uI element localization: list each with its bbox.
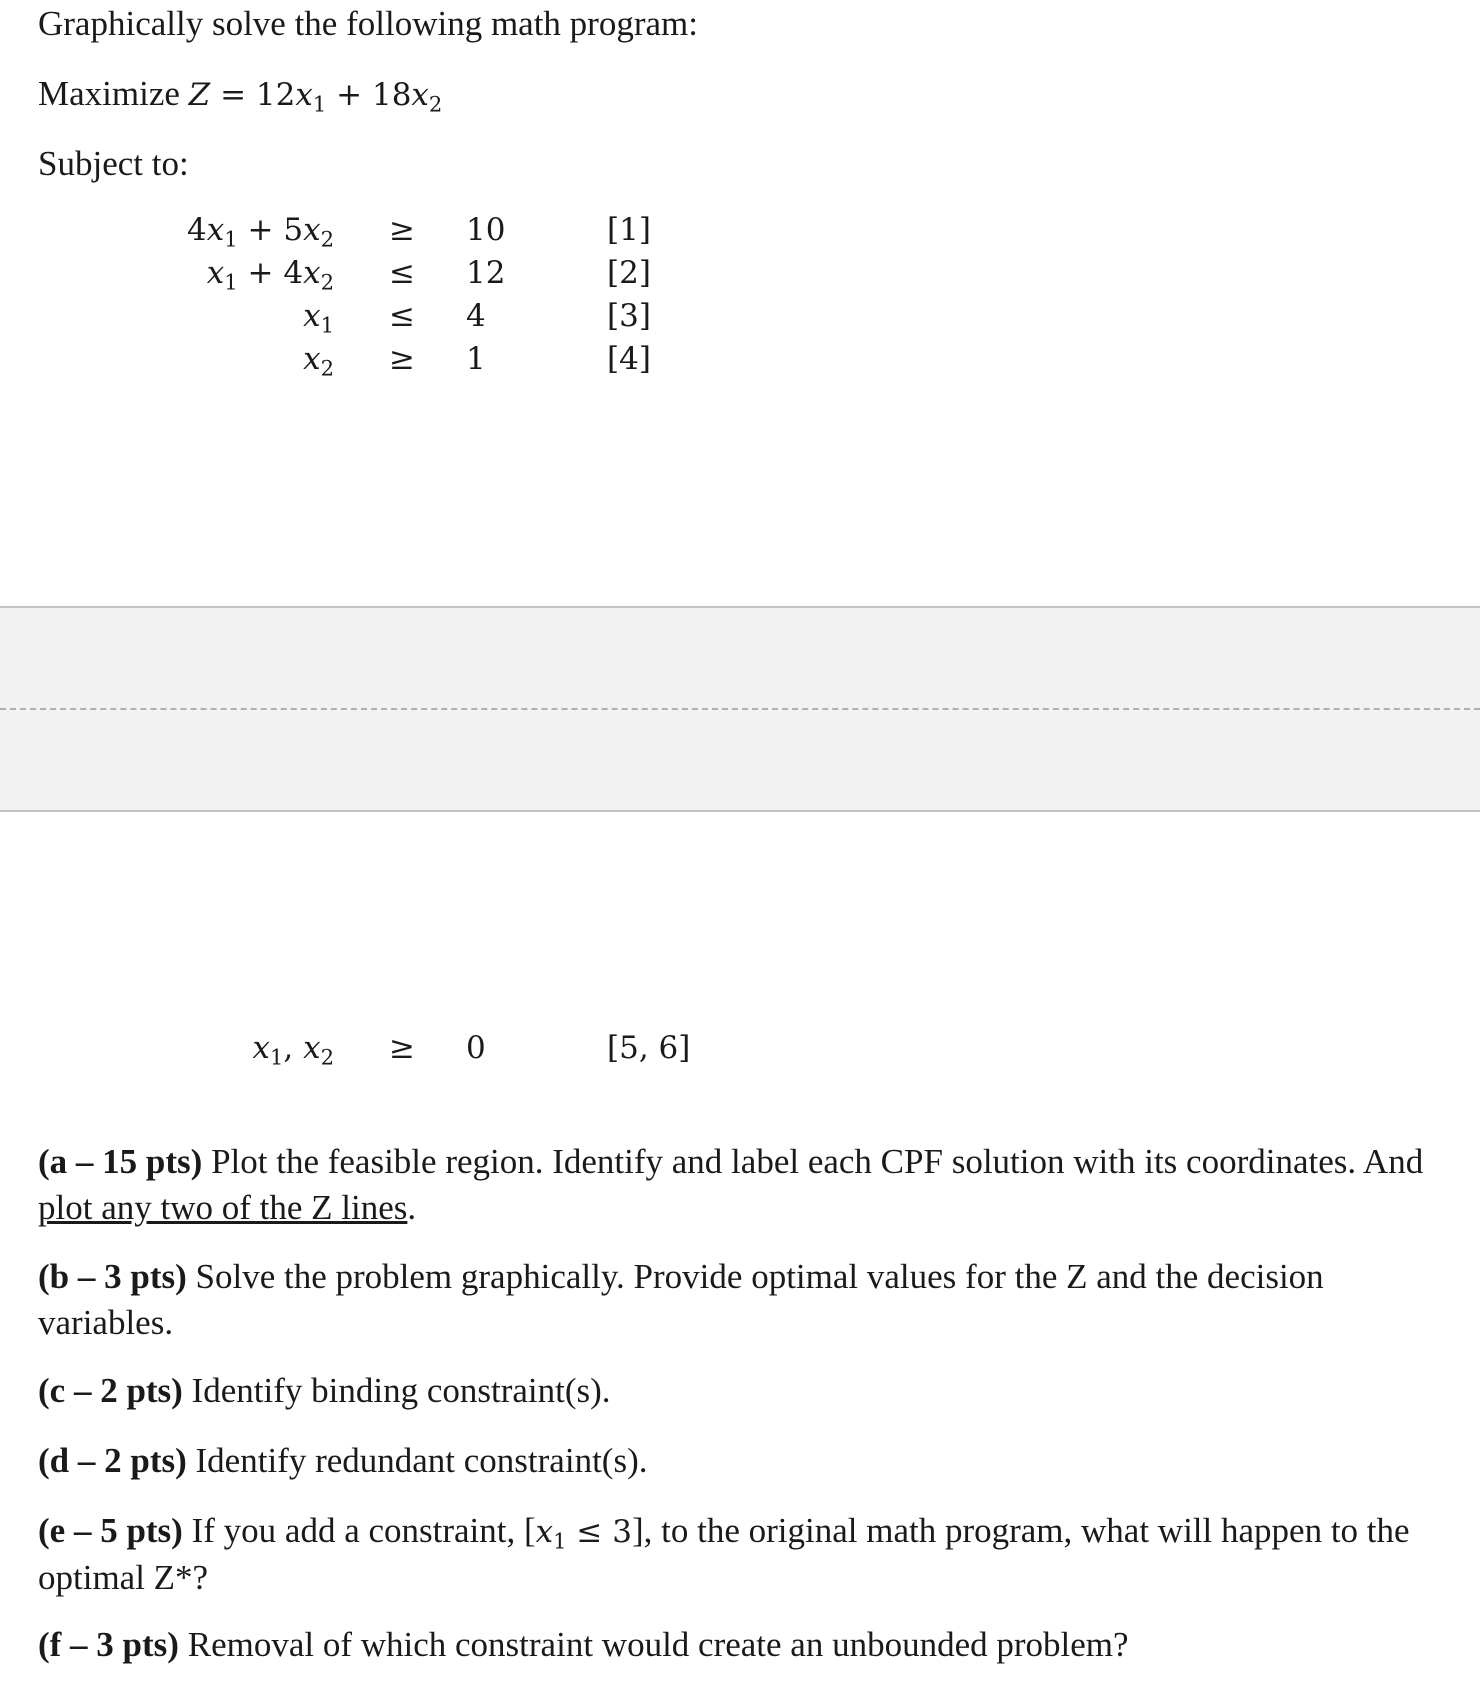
constraint-2-relation: ≤ bbox=[389, 255, 415, 291]
constraint-3-rhs: 4 bbox=[466, 298, 486, 334]
question-c: (c – 2 pts) Identify binding constraint(s). bbox=[38, 1371, 611, 1410]
constraint-2-lhs: $x_1 + 4x_2$ bbox=[206, 255, 334, 295]
constraint-2-rhs: 12 bbox=[466, 255, 506, 291]
constraint-4-tag: [4] bbox=[607, 341, 651, 377]
question-d-label: (d – 2 pts) bbox=[38, 1441, 187, 1480]
constraint-2-tag: [2] bbox=[607, 255, 651, 291]
nonneg-relation: ≥ bbox=[389, 1030, 415, 1066]
question-a-label: (a – 15 pts) bbox=[38, 1142, 203, 1181]
objective-function: Maximize $Z = 12x_1 + 18x_2$ bbox=[38, 74, 443, 117]
constraint-1-rhs: 10 bbox=[466, 212, 506, 248]
constraint-3-tag: [3] bbox=[607, 298, 651, 334]
question-b-label: (b – 3 pts) bbox=[38, 1257, 187, 1296]
constraint-4-lhs: $x_2$ bbox=[303, 341, 334, 381]
nonneg-lhs: $x_1$, $x_2$ bbox=[252, 1030, 334, 1070]
constraint-1-tag: [1] bbox=[607, 212, 651, 248]
constraint-1-relation: ≥ bbox=[389, 212, 415, 248]
constraint-3-relation: ≤ bbox=[389, 298, 415, 334]
constraint-4-relation: ≥ bbox=[389, 341, 415, 377]
question-e-label: (e – 5 pts) bbox=[38, 1511, 183, 1550]
coef-x2: 18 bbox=[371, 77, 412, 113]
constraint-1-lhs: $4x_1 + 5x_2$ bbox=[187, 212, 334, 252]
nonneg-tag: [5, 6] bbox=[607, 1030, 691, 1066]
page-break-dashed-line bbox=[0, 708, 1480, 710]
constraint-3-lhs: $x_1$ bbox=[303, 298, 334, 338]
question-f-label: (f – 3 pts) bbox=[38, 1625, 179, 1664]
coef-x1: 12 bbox=[255, 77, 296, 113]
nonneg-rhs: 0 bbox=[466, 1030, 486, 1066]
z-symbol: Z bbox=[188, 77, 211, 113]
question-d: (d – 2 pts) Identify redundant constraint(s). bbox=[38, 1441, 648, 1480]
question-c-label: (c – 2 pts) bbox=[38, 1371, 183, 1410]
subject-to-label: Subject to: bbox=[38, 144, 189, 183]
question-b: (b – 3 pts) Solve the problem graphically. Provide optimal values for the Z and the decision variables. bbox=[38, 1257, 1324, 1342]
question-f: (f – 3 pts) Removal of which constraint would create an unbounded problem? bbox=[38, 1625, 1129, 1664]
question-e: (e – 5 pts) If you add a constraint, $[x_1 \le 3]$, to the original math program, what will happen to the optimal Z*? bbox=[38, 1511, 1410, 1597]
problem-heading: Graphically solve the following math program: bbox=[38, 4, 698, 43]
objective-label: Maximize bbox=[38, 74, 180, 113]
equals-sign: = bbox=[220, 77, 247, 113]
constraint-4-rhs: 1 bbox=[466, 341, 486, 377]
plus-sign: + bbox=[336, 77, 363, 113]
question-a: (a – 15 pts) Plot the feasible region. Identify and label each CPF solution with its coordinates. And plot any two of the Z lines. bbox=[38, 1142, 1424, 1227]
underlined-phrase: plot any two of the Z lines bbox=[38, 1188, 408, 1227]
